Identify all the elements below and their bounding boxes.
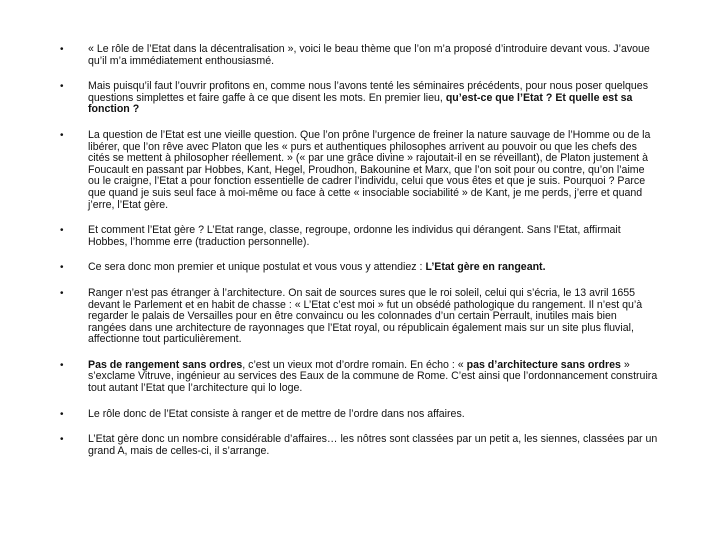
bullet-dot: •: [60, 434, 64, 446]
bullet-text-7: Pas de rangement sans ordres, c’est un vieux mot d’ordre romain. En écho : « pas d’architecture sans ordres » s’exclame Vitruve, ingénieur au services des Eaux de la commune de Rome. C’est ainsi que l’ordonnancement construira tout autant l’Etat que l’architecture qui lo loge.: [88, 358, 658, 395]
bold-phrase: qu’est-ce que l’Etat ? Et quelle est sa fonction ?: [88, 91, 633, 116]
bullet-text-6: Ranger n’est pas étranger à l’architecture. On sait de sources sures que le roi soleil, celui qui s’écria, le 13 avril 1655 devant le Parlement et en habit de chasse : « L’Etat c’est moi » fut un obsédé pathologique du rangement. Il n’est qu’à regarder le palais de Versailles pour en être convaincu ou les colonnades d’un certain Perrault, inutiles mais bien rangées dans une architecture de rayonnages que l’Etat royal, ou républicain également mais sur un site plus fluvial, affectionne tout particulièrement.: [88, 286, 643, 346]
bullet-dot: •: [60, 81, 64, 93]
bullet-item-8: [58, 409, 658, 421]
bullet-text-9: L’Etat gère donc un nombre considérable d’affaires… les nôtres sont classées par un petit a, les siennes, classées par un grand A, mais de celles-ci, il s’arrange.: [88, 433, 658, 457]
bullet-item-7: [58, 360, 658, 395]
bullet-list: [58, 44, 658, 471]
bullet-item-6: [58, 288, 658, 346]
bullet-item-5: [58, 262, 658, 274]
bullet-dot: •: [60, 287, 64, 299]
bullet-text-5: Ce sera donc mon premier et unique postulat et vous vous y attendiez : L’Etat gère en rangeant.: [88, 261, 546, 274]
bullet-dot: •: [60, 408, 64, 420]
bullet-dot: •: [60, 359, 64, 371]
bold-phrase: Pas de rangement sans ordres: [88, 358, 243, 371]
bold-phrase: pas d’architecture sans ordres: [466, 358, 621, 371]
bullet-text-3: La question de l’Etat est une vieille question. Que l’on prône l’urgence de freiner la nature sauvage de l’Homme ou de la libérer, que l’on rêve avec Platon que les « purs et authentiques philosophes arrivent au pouvoir ou que les chefs des cités se mettent à philosopher réellement. » (« par une grâce divine » rajoutait-il en se réveillant), de Platon justement à Foucault en passant par Hobbes, Kant, Hegel, Proudhon, Bakounine et Marx, que l’on soit pour ou contre, qu’on l’aime ou le craigne, l’Etat a pour fonction essentielle de cadrer l’individu, celui que vous êtes et que je suis. Pourquoi ? Parce que quand je suis seul face à moi-même ou face à cette « insociable sociabilité » de Kant, je me perds, j’erre et quand j’erre, l’Etat gère.: [88, 128, 651, 211]
bullet-dot: •: [60, 262, 64, 274]
bullet-item-2: [58, 81, 658, 116]
bullet-text-8: Le rôle donc de l’Etat consiste à ranger et de mettre de l’ordre dans nos affaires.: [88, 407, 465, 420]
bullet-dot: •: [60, 44, 64, 55]
bullet-item-1: [58, 44, 658, 67]
bullet-text-4: Et comment l’Etat gère ? L’Etat range, classe, regroupe, ordonne les individus qui dérangent. Sans l’Etat, affirmait Hobbes, l’homme erre (traduction personnelle).: [88, 224, 621, 248]
bullet-dot: •: [60, 225, 64, 237]
bold-phrase: L’Etat gère en rangeant.: [425, 261, 546, 274]
bullet-text-2: Mais puisqu’il faut l’ouvrir profitons en, comme nous l’avons tenté les séminaires précédents, pour nous poser quelques questions simplettes et faire gaffe à ce que disent les mots. En premier lieu, qu’est-ce que l’Etat ? Et quelle est sa fonction ?: [88, 80, 648, 116]
bullet-text-1: « Le rôle de l’Etat dans la décentralisation », voici le beau thème que l’on m’a proposé d’introduire devant vous. J’avoue qu’il m’a immédiatement enthousiasmé.: [88, 43, 650, 67]
bullet-item-3: [58, 130, 658, 211]
bullet-dot: •: [60, 129, 64, 141]
bullet-item-9: [58, 434, 658, 457]
bullet-item-4: [58, 225, 658, 248]
